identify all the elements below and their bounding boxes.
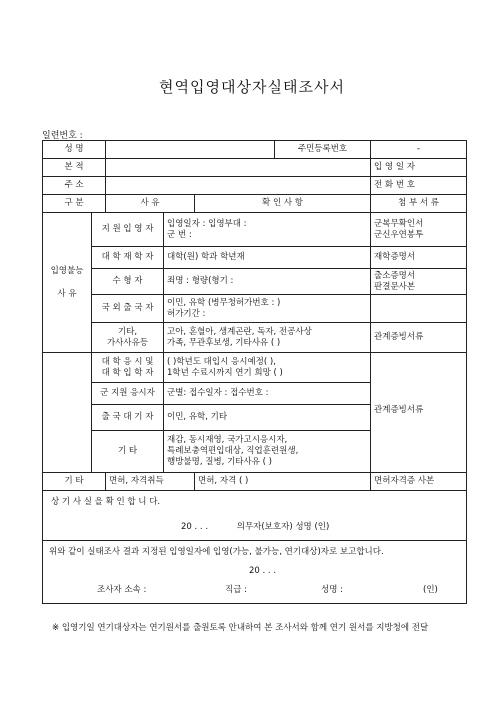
- postpone-military-confirm[interactable]: 군별: 접수일자 : 접수번호 :: [164, 383, 371, 405]
- attach-other: 관계증빙서류: [371, 323, 467, 353]
- license-attach: 면허자격증 사본: [371, 473, 467, 491]
- row-name: [43, 141, 467, 159]
- confirm-abroad[interactable]: 이민, 유학 (병무청허가번호 : ) 허가기간 :: [164, 295, 371, 323]
- confirm-other[interactable]: 고아, 혼혈아, 생계곤란, 독자, 전공사상 가족, 무관후보생, 기타사유 ( ): [164, 323, 371, 353]
- reason-abroad: 국 외 출 국 자: [92, 295, 164, 323]
- postpone-university: 대 학 응 시 및 대 학 입 학 자: [92, 353, 164, 383]
- reason-volunteer: 지 원 입 영 자: [92, 213, 164, 247]
- reason-prisoner: 수 형 자: [92, 269, 164, 295]
- postpone-attach: 관계증빙서류: [371, 353, 467, 473]
- confirm-statement-cell: [43, 491, 467, 541]
- confirm-signer[interactable]: 의무자(보호자) 성명 (인): [236, 522, 330, 532]
- name-label: 성 명: [43, 141, 106, 159]
- report-date[interactable]: 20 . . .: [249, 566, 277, 576]
- header-attach: 첨 부 서 류: [371, 195, 467, 213]
- inspector-affil: 조사자 소속 :: [97, 585, 147, 595]
- resident-id-label: 주민등록번호: [275, 141, 371, 159]
- attach-abroad: [371, 295, 467, 323]
- license-category: 기 타: [43, 473, 106, 491]
- confirm-date[interactable]: 20 . . .: [181, 522, 209, 532]
- serial-number-label: 일련번호 :: [42, 131, 83, 141]
- attach-prisoner: 출소증명서 판결문사본: [371, 269, 467, 295]
- postpone-departure-confirm[interactable]: 이민, 유학, 기타: [164, 405, 371, 431]
- reason-other: 기타, 가사사유등: [92, 323, 164, 353]
- impossible-category: 입영불능 사 유: [43, 213, 92, 353]
- inspector-rank: 직급 :: [225, 585, 247, 595]
- origin-label: 본 적: [43, 159, 106, 177]
- document-title: 현역입영대상자실태조사서: [159, 78, 345, 96]
- address-label: 주 소: [43, 177, 106, 195]
- confirm-student[interactable]: 대학(원) 학과 학년재: [164, 247, 371, 269]
- license-confirm[interactable]: 면허, 자격 ( ): [195, 473, 371, 491]
- reason-row-abroad: [43, 295, 467, 323]
- confirm-statement-row: [43, 491, 467, 541]
- confirm-statement: 상 기 사 실 을 확 인 합 니 다.: [51, 497, 161, 507]
- header-category: 구 분: [43, 195, 106, 213]
- resident-id-value[interactable]: -: [371, 141, 467, 159]
- postpone-university-confirm[interactable]: ( )학년도 대입시 응시예정( ), 1학년 수료시까지 연기 희망 ( ): [164, 353, 371, 383]
- survey-form-table: [42, 140, 467, 604]
- postpone-row-university: [43, 353, 467, 383]
- attach-volunteer: 군복무확인서 군신우연봉투: [371, 213, 467, 247]
- license-row: [43, 473, 467, 491]
- license-reason: 면허, 자격취득: [106, 473, 195, 491]
- reason-row-volunteer: [43, 213, 467, 247]
- header-reason: 사 유: [106, 195, 195, 213]
- report-statement: 위와 같이 실태조사 결과 지정된 입영일자에 입영(가능, 불가능, 연기대상)자로 보고합니다.: [49, 547, 384, 557]
- confirm-prisoner[interactable]: 죄명 : 형량(형기 :: [164, 269, 371, 295]
- address-value[interactable]: [106, 177, 371, 195]
- footnote: ※ 입영기일 연기대상자는 연기원서를 출원토록 안내하여 본 조사서와 함께 연기 원서를 지방청에 전달: [52, 623, 429, 633]
- reason-row-student: [43, 247, 467, 269]
- row-address: [43, 177, 467, 195]
- reason-row-prisoner: [43, 269, 467, 295]
- header-confirm: 확 인 사 항: [195, 195, 371, 213]
- postpone-departure: 출 국 대 기 자: [92, 405, 164, 431]
- postpone-military: 군 지원 응시자: [92, 383, 164, 405]
- postpone-other-confirm[interactable]: 재감, 동시재영, 국가고시응시자, 특례보충역편입대상, 직업훈련원생, 행방불명, 질병, 기타사유 ( ): [164, 431, 371, 473]
- reason-student: 대 학 재 학 자: [92, 247, 164, 269]
- reason-row-other: [43, 323, 467, 353]
- header-row: [43, 195, 467, 213]
- report-row: [43, 541, 467, 604]
- confirm-volunteer[interactable]: 입영일자 : 입영부대 : 군 번 :: [164, 213, 371, 247]
- row-origin: [43, 159, 467, 177]
- postpone-other: 기 타: [92, 431, 164, 473]
- inspector-name: 성명 :: [321, 585, 343, 595]
- phone-label: 전 화 번 호: [371, 177, 467, 195]
- report-cell: [43, 541, 467, 604]
- name-value[interactable]: [106, 141, 275, 159]
- postpone-category: [43, 353, 92, 473]
- inspector-seal: (인): [423, 585, 438, 595]
- origin-value[interactable]: [106, 159, 371, 177]
- attach-student: 재학증명서: [371, 247, 467, 269]
- enlist-date-label: 입 영 일 자: [371, 159, 467, 177]
